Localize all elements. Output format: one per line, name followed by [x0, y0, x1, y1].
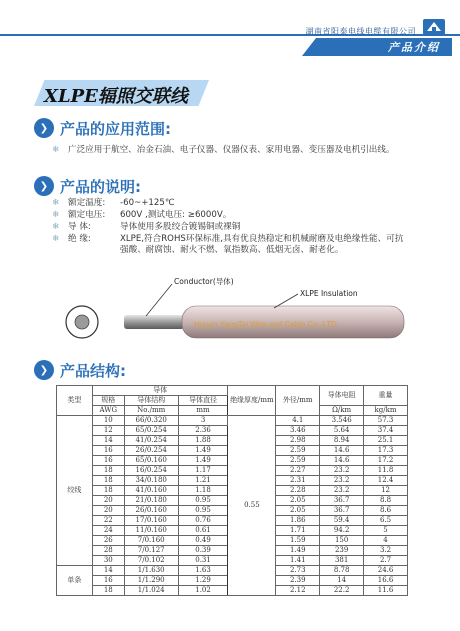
application-text: 广泛应用于航空、冶金石油、电子仪器、仪器仪表、家用电器、变压器及电机引出线。 [68, 145, 395, 155]
conductor-leader-line [146, 284, 172, 316]
weight-cell: 24.6 [364, 566, 408, 576]
awg-cell: 30 [92, 556, 124, 566]
outer-cell: 2.39 [276, 576, 320, 586]
header-outer: 外径/mm [276, 386, 320, 416]
resistance-cell: 14 [320, 576, 364, 586]
diameter-cell: 1.17 [178, 466, 228, 476]
diameter-cell: 1.88 [178, 436, 228, 446]
diameter-cell: 1.02 [178, 586, 228, 596]
table-row [57, 416, 408, 426]
weight-cell: 5 [364, 526, 408, 536]
spec-value: XLPE,符合ROHS环保标准,具有优良热稳定和机械耐磨及电绝缘性能、可抗强酸、耐腐蚀、耐火不燃、氧指数高、低烟无卤、耐老化。 [120, 234, 404, 255]
spec-row-temperature [52, 198, 412, 209]
awg-cell: 14 [92, 436, 124, 446]
table-body [57, 416, 408, 596]
awg-cell: 28 [92, 546, 124, 556]
snowflake-bullet-icon: ❄ [52, 222, 60, 232]
resistance-cell: 150 [320, 536, 364, 546]
header-weight: 重量 [364, 386, 408, 406]
resistance-cell: 23.2 [320, 486, 364, 496]
weight-cell: 11.6 [364, 586, 408, 596]
awg-cell: 16 [92, 446, 124, 456]
awg-cell: 26 [92, 536, 124, 546]
diameter-cell: 1.49 [178, 446, 228, 456]
diameter-cell: 0.95 [178, 506, 228, 516]
spec-value: 导体使用多股绞合镀锡铜或裸铜 [120, 222, 241, 232]
header-conductor: 导体 [92, 386, 228, 396]
structure-cell: 21/0.180 [124, 496, 178, 506]
spec-value: 600V ,测试电压: ≥6000V。 [120, 210, 232, 220]
resistance-cell: 5.64 [320, 426, 364, 436]
company-logo-icon [422, 18, 446, 36]
outer-cell: 2.12 [276, 586, 320, 596]
cable-diagram [54, 272, 414, 352]
structure-cell: 65/0.254 [124, 426, 178, 436]
header-awg: AWG [92, 406, 124, 416]
structure-cell: 34/0.180 [124, 476, 178, 486]
spec-label: 绝 缘: [68, 234, 91, 244]
weight-cell: 4 [364, 536, 408, 546]
structure-cell: 26/0.254 [124, 446, 178, 456]
outer-cell: 2.59 [276, 446, 320, 456]
outer-cell: 2.27 [276, 466, 320, 476]
resistance-cell: 36.7 [320, 506, 364, 516]
structure-cell: 1/1.290 [124, 576, 178, 586]
resistance-cell: 239 [320, 546, 364, 556]
product-title-banner [34, 80, 209, 106]
weight-cell: 8.6 [364, 506, 408, 516]
cable-cross-section [66, 306, 98, 338]
resistance-cell: 3.546 [320, 416, 364, 426]
structure-cell: 1/1.630 [124, 566, 178, 576]
diameter-cell: 0.31 [178, 556, 228, 566]
resistance-cell: 8.78 [320, 566, 364, 576]
structure-title: 产品结构: [60, 361, 126, 380]
spec-row-insulation [52, 234, 412, 256]
structure-cell: 41/0.254 [124, 436, 178, 446]
outer-cell: 2.28 [276, 486, 320, 496]
header-weight-unit: kg/km [364, 406, 408, 416]
company-name: 湖南省阳泰电线电缆有限公司 [305, 27, 416, 36]
weight-cell: 6.5 [364, 516, 408, 526]
awg-cell: 10 [92, 416, 124, 426]
resistance-cell: 23.2 [320, 476, 364, 486]
chevron-right-icon: ❯ [34, 360, 54, 380]
diameter-cell: 0.95 [178, 496, 228, 506]
spec-label: 导 体: [68, 222, 91, 232]
outer-cell: 2.73 [276, 566, 320, 576]
resistance-cell: 14.6 [320, 446, 364, 456]
row-type-cell: 绞线 [57, 416, 93, 566]
spec-label: 额定电压: [68, 210, 106, 220]
diameter-cell: 1.63 [178, 566, 228, 576]
structure-cell: 7/0.160 [124, 536, 178, 546]
outer-cell: 2.31 [276, 476, 320, 486]
awg-cell: 18 [92, 466, 124, 476]
resistance-cell: 94.2 [320, 526, 364, 536]
snowflake-bullet-icon: ❄ [52, 210, 60, 220]
weight-cell: 12.4 [364, 476, 408, 486]
outer-cell: 2.05 [276, 506, 320, 516]
conductor-label: Conductor(导体) [174, 277, 234, 286]
structure-cell: 1/1.024 [124, 586, 178, 596]
spec-row-voltage [52, 210, 412, 221]
weight-cell: 16.6 [364, 576, 408, 586]
outer-cell: 2.05 [276, 496, 320, 506]
resistance-cell: 14.6 [320, 456, 364, 466]
awg-cell: 12 [92, 426, 124, 436]
structure-cell: 16/0.254 [124, 466, 178, 476]
awg-cell: 18 [92, 476, 124, 486]
structure-cell: 66/0.320 [124, 416, 178, 426]
resistance-cell: 8.94 [320, 436, 364, 446]
header-structure-unit: No./mm [124, 406, 178, 416]
awg-cell: 18 [92, 486, 124, 496]
resistance-cell: 22.2 [320, 586, 364, 596]
structure-cell: 26/0.160 [124, 506, 178, 516]
outer-cell: 2.98 [276, 436, 320, 446]
weight-cell: 12 [364, 486, 408, 496]
outer-cell: 3.46 [276, 426, 320, 436]
chevron-right-icon: ❯ [34, 118, 54, 138]
weight-cell: 37.4 [364, 426, 408, 436]
weight-cell: 57.3 [364, 416, 408, 426]
spec-label: 额定温度: [68, 198, 106, 208]
awg-cell: 20 [92, 496, 124, 506]
header-diameter: 导体直径 [178, 396, 228, 406]
resistance-cell: 59.4 [320, 516, 364, 526]
diameter-cell: 0.39 [178, 546, 228, 556]
awg-cell: 16 [92, 456, 124, 466]
diameter-cell: 1.49 [178, 456, 228, 466]
outer-cell: 2.59 [276, 456, 320, 466]
structure-heading [34, 360, 126, 380]
weight-cell: 3.2 [364, 546, 408, 556]
weight-cell: 2.7 [364, 556, 408, 566]
diameter-cell: 0.49 [178, 536, 228, 546]
structure-cell: 7/0.127 [124, 546, 178, 556]
resistance-cell: 381 [320, 556, 364, 566]
section-title-label: 产品介绍 [388, 41, 440, 54]
resistance-cell: 36.7 [320, 496, 364, 506]
outer-cell: 1.41 [276, 556, 320, 566]
application-title: 产品的应用范围: [60, 119, 171, 138]
insulation-cell: 0.55 [228, 416, 276, 596]
header-structure: 导体结构 [124, 396, 178, 406]
diameter-cell: 2.36 [178, 426, 228, 436]
header-resistance-unit: Ω/km [320, 406, 364, 416]
description-title: 产品的说明: [60, 177, 141, 196]
snowflake-bullet-icon: ❄ [52, 234, 60, 244]
insulation-label: XLPE Insulation [300, 289, 358, 298]
awg-cell: 22 [92, 516, 124, 526]
structure-cell: 11/0.160 [124, 526, 178, 536]
snowflake-bullet-icon: ❄ [52, 145, 60, 155]
outer-cell: 1.86 [276, 516, 320, 526]
outer-cell: 4.1 [276, 416, 320, 426]
application-heading [34, 118, 171, 138]
awg-cell: 16 [92, 576, 124, 586]
header-type: 类型 [57, 386, 93, 416]
weight-cell: 17.2 [364, 456, 408, 466]
weight-cell: 8.8 [364, 496, 408, 506]
awg-cell: 18 [92, 586, 124, 596]
header-insulation: 绝缘厚度/mm [228, 386, 276, 416]
header-spec: 规格 [92, 396, 124, 406]
cable-print-text: Hunan YangTai Wire and Cable Co.,LTD [194, 320, 337, 329]
weight-cell: 25.1 [364, 436, 408, 446]
awg-cell: 24 [92, 526, 124, 536]
resistance-cell: 23.2 [320, 466, 364, 476]
spec-value: -60~+125℃ [120, 198, 175, 208]
structure-cell: 41/0.160 [124, 486, 178, 496]
structure-cell: 17/0.160 [124, 516, 178, 526]
weight-cell: 17.3 [364, 446, 408, 456]
awg-cell: 20 [92, 506, 124, 516]
spec-row-conductor [52, 222, 412, 233]
product-title: XLPE辐照交联线 [44, 86, 188, 107]
diameter-cell: 0.61 [178, 526, 228, 536]
row-type-cell: 单条 [57, 566, 93, 596]
header-resistance: 导体电阻 [320, 386, 364, 406]
diameter-cell: 0.76 [178, 516, 228, 526]
structure-cell: 7/0.102 [124, 556, 178, 566]
outer-cell: 1.59 [276, 536, 320, 546]
diameter-cell: 1.18 [178, 486, 228, 496]
structure-table [56, 385, 408, 596]
diameter-cell: 1.21 [178, 476, 228, 486]
snowflake-bullet-icon: ❄ [52, 198, 60, 208]
chevron-right-icon: ❯ [34, 176, 54, 196]
application-text-row [52, 145, 412, 156]
outer-cell: 1.71 [276, 526, 320, 536]
diameter-cell: 1.29 [178, 576, 228, 586]
header-diameter-unit: mm [178, 406, 228, 416]
table-header-row [57, 386, 408, 396]
description-heading [34, 176, 141, 196]
awg-cell: 14 [92, 566, 124, 576]
conductor-core [124, 315, 184, 329]
outer-cell: 1.49 [276, 546, 320, 556]
weight-cell: 11.8 [364, 466, 408, 476]
structure-cell: 65/0.160 [124, 456, 178, 466]
diameter-cell: 3 [178, 416, 228, 426]
